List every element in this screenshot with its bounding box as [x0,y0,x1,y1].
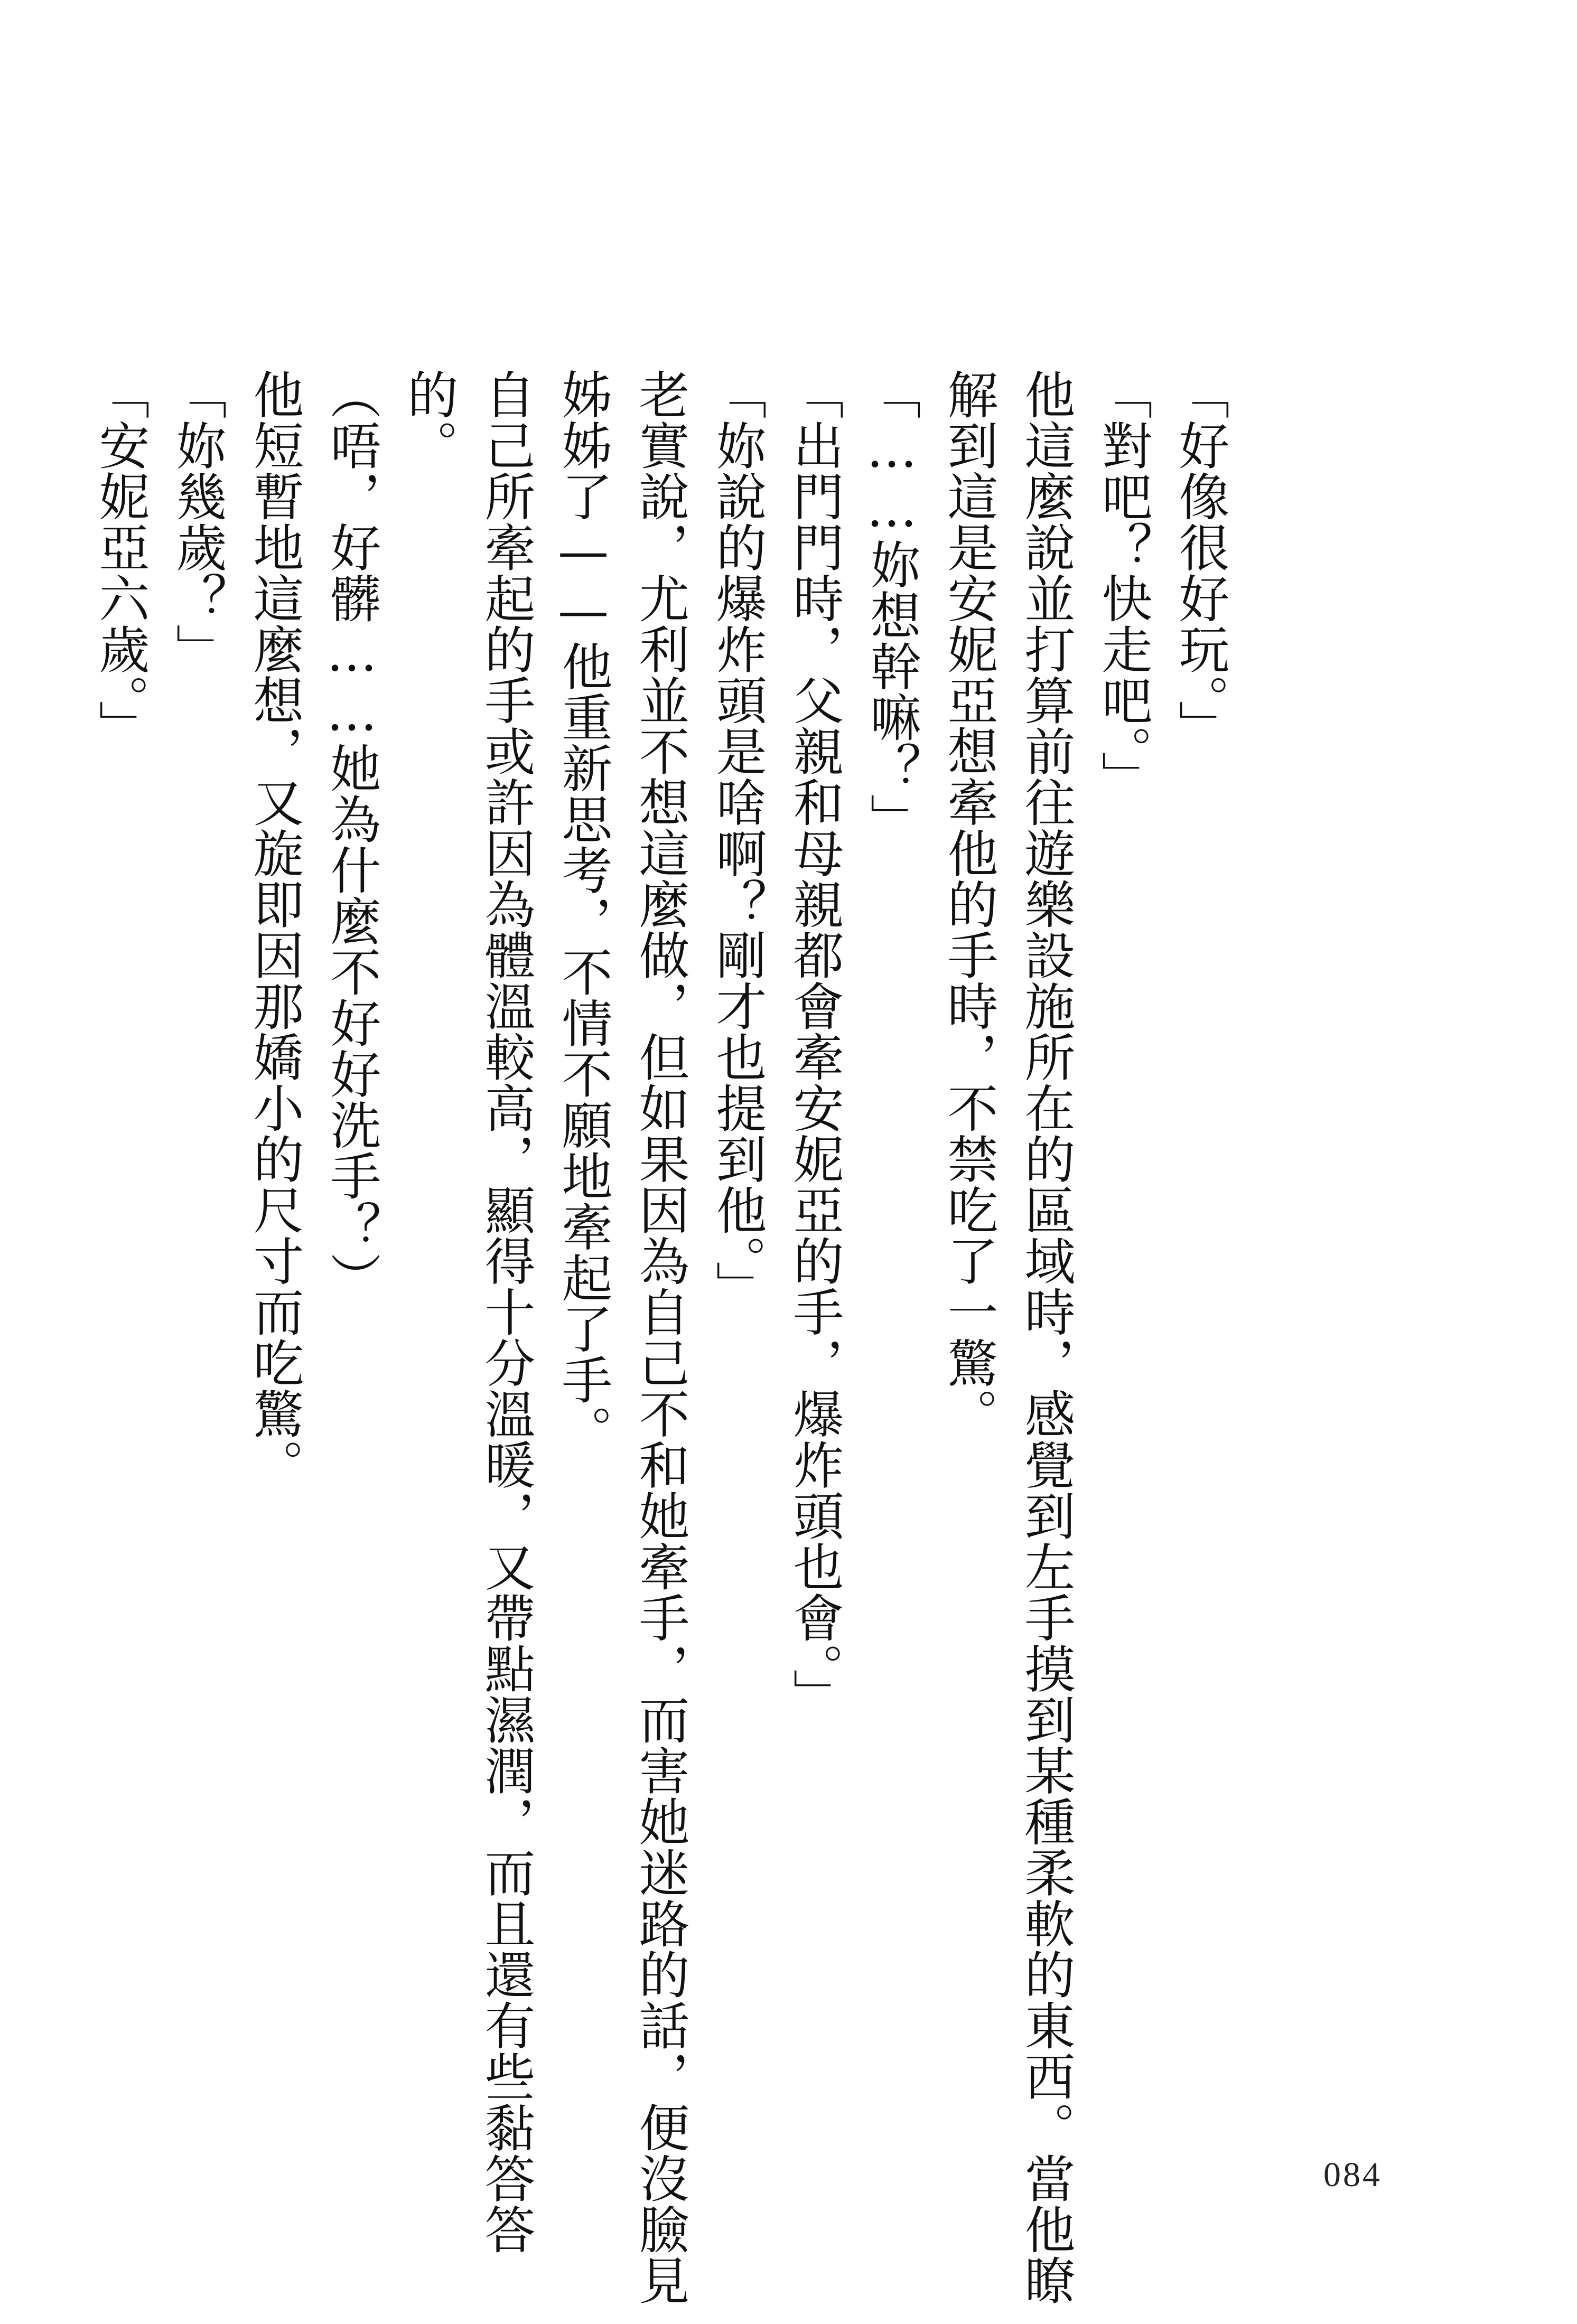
page-number: 084 [1323,2156,1382,2194]
text-line: 的。 [399,369,459,471]
text-line: 「好像很好玩。」 [1171,369,1230,751]
text-line: 「……妳想幹嘛？」 [862,369,921,845]
text-line: 老實說，尤利並不想這麼做，但如果因為自己不和她牽手，而害她迷路的話，便沒臉見 [631,369,690,2306]
text-line: 姊姊了——他重新思考，不情不願地牽起了手。 [554,369,613,1456]
text-line: 「妳說的爆炸頭是啥啊？剛才也提到他。」 [708,369,767,1312]
text-line: 他這麼說並打算前往遊樂設施所在的區域時，感覺到左手摸到某種柔軟的東西。當他瞭 [1016,369,1076,2306]
text-line: 解到這是安妮亞想牽他的手時，不禁吃了一驚。 [939,369,999,1439]
text-line: 「出門門時，父親和母親都會牽安妮亞的手，爆炸頭也會。」 [785,369,844,1720]
text-line: （唔，好髒……她為什麼不好好洗手？） [322,369,381,1303]
text-line: 他短暫地這麼想，又旋即因那嬌小的尺寸而吃驚。 [245,369,304,1490]
text-line: 「對吧？快走吧。」 [1094,369,1153,802]
text-line: 「安妮亞六歲。」 [91,369,150,751]
text-line: 「妳幾歲？」 [168,369,227,674]
text-line: 自己所牽起的手或許因為體溫較高，顯得十分溫暖，又帶點濕潤，而且還有些黏答答 [477,369,536,2255]
